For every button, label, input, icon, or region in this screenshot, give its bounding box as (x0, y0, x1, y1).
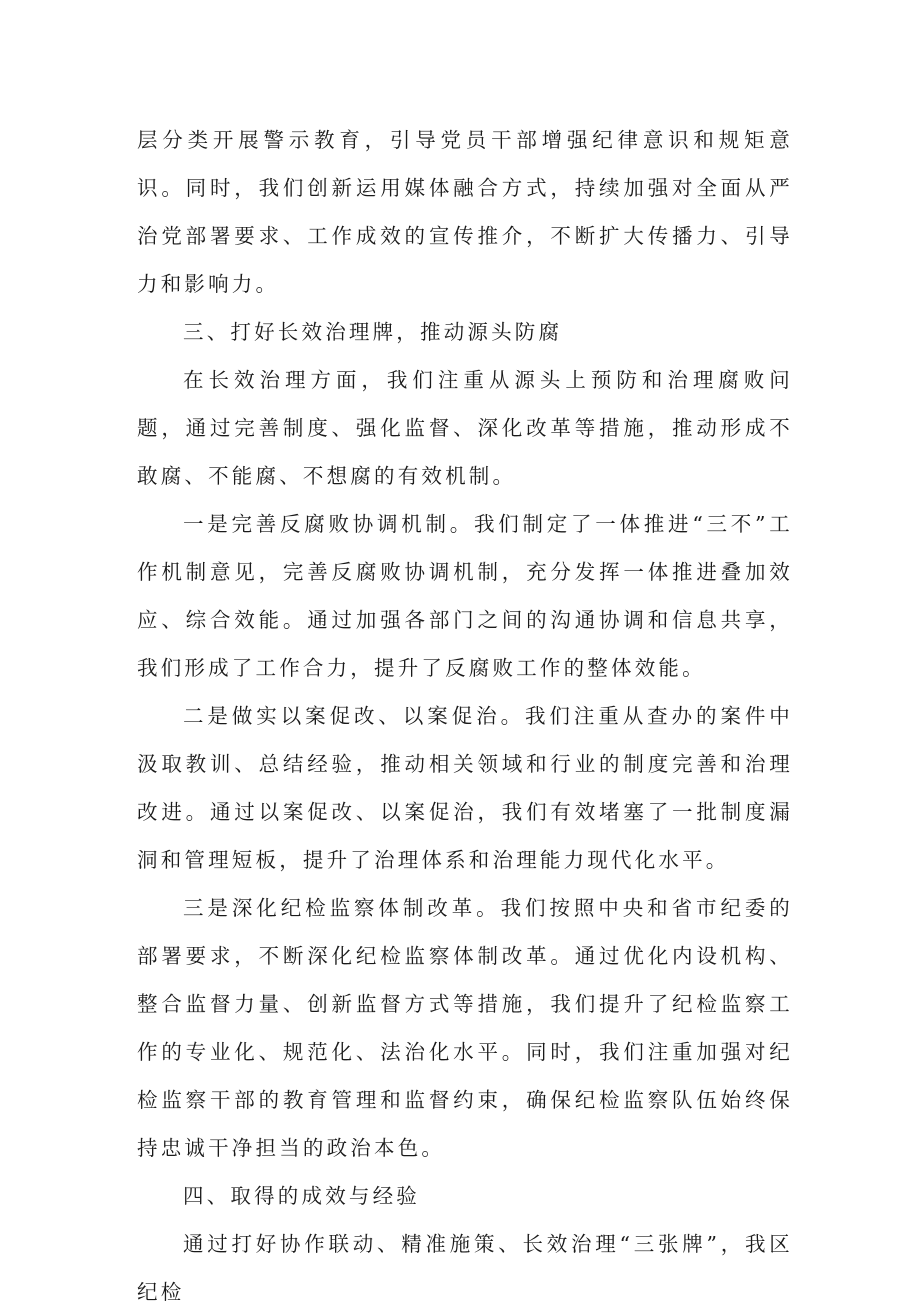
paragraph-point-two: 二是做实以案促改、以案促治。我们注重从查办的案件中汲取教训、总结经验，推动相关领域和行业的制度完善和治理改进。通过以案促改、以案促治，我们有效堵塞了一批制度漏洞和管理短板，提升了治理体系和治理能力现代化水平。 (137, 704, 793, 872)
paragraph-point-one: 一是完善反腐败协调机制。我们制定了一体推进“三不”工作机制意见，完善反腐败协调机制，充分发挥一体推进叠加效应、综合效能。通过加强各部门之间的沟通协调和信息共享，我们形成了工作合力，提升了反腐败工作的整体效能。 (137, 512, 793, 680)
section-heading-three: 三、打好长效治理牌，推动源头防腐 (183, 320, 563, 344)
paragraph-results-intro: 通过打好协作联动、精准施策、长效治理“三张牌”，我区纪检 (137, 1232, 793, 1304)
section-heading-four: 四、取得的成效与经验 (183, 1184, 420, 1208)
document-body (137, 116, 793, 1316)
paragraph-point-three: 三是深化纪检监察体制改革。我们按照中央和省市纪委的部署要求，不断深化纪检监察体制改革。通过优化内设机构、整合监督力量、创新监督方式等措施，我们提升了纪检监察工作的专业化、规范化、法治化水平。同时，我们注重加强对纪检监察干部的教育管理和监督约束，确保纪检监察队伍始终保持忠诚干净担当的政治本色。 (137, 896, 793, 1160)
paragraph-long-term-governance: 在长效治理方面，我们注重从源头上预防和治理腐败问题，通过完善制度、强化监督、深化改革等措施，推动形成不敢腐、不能腐、不想腐的有效机制。 (137, 368, 793, 488)
paragraph-continuation: 层分类开展警示教育，引导党员干部增强纪律意识和规矩意识。同时，我们创新运用媒体融合方式，持续加强对全面从严治党部署要求、工作成效的宣传推介，不断扩大传播力、引导力和影响力。 (137, 128, 793, 296)
